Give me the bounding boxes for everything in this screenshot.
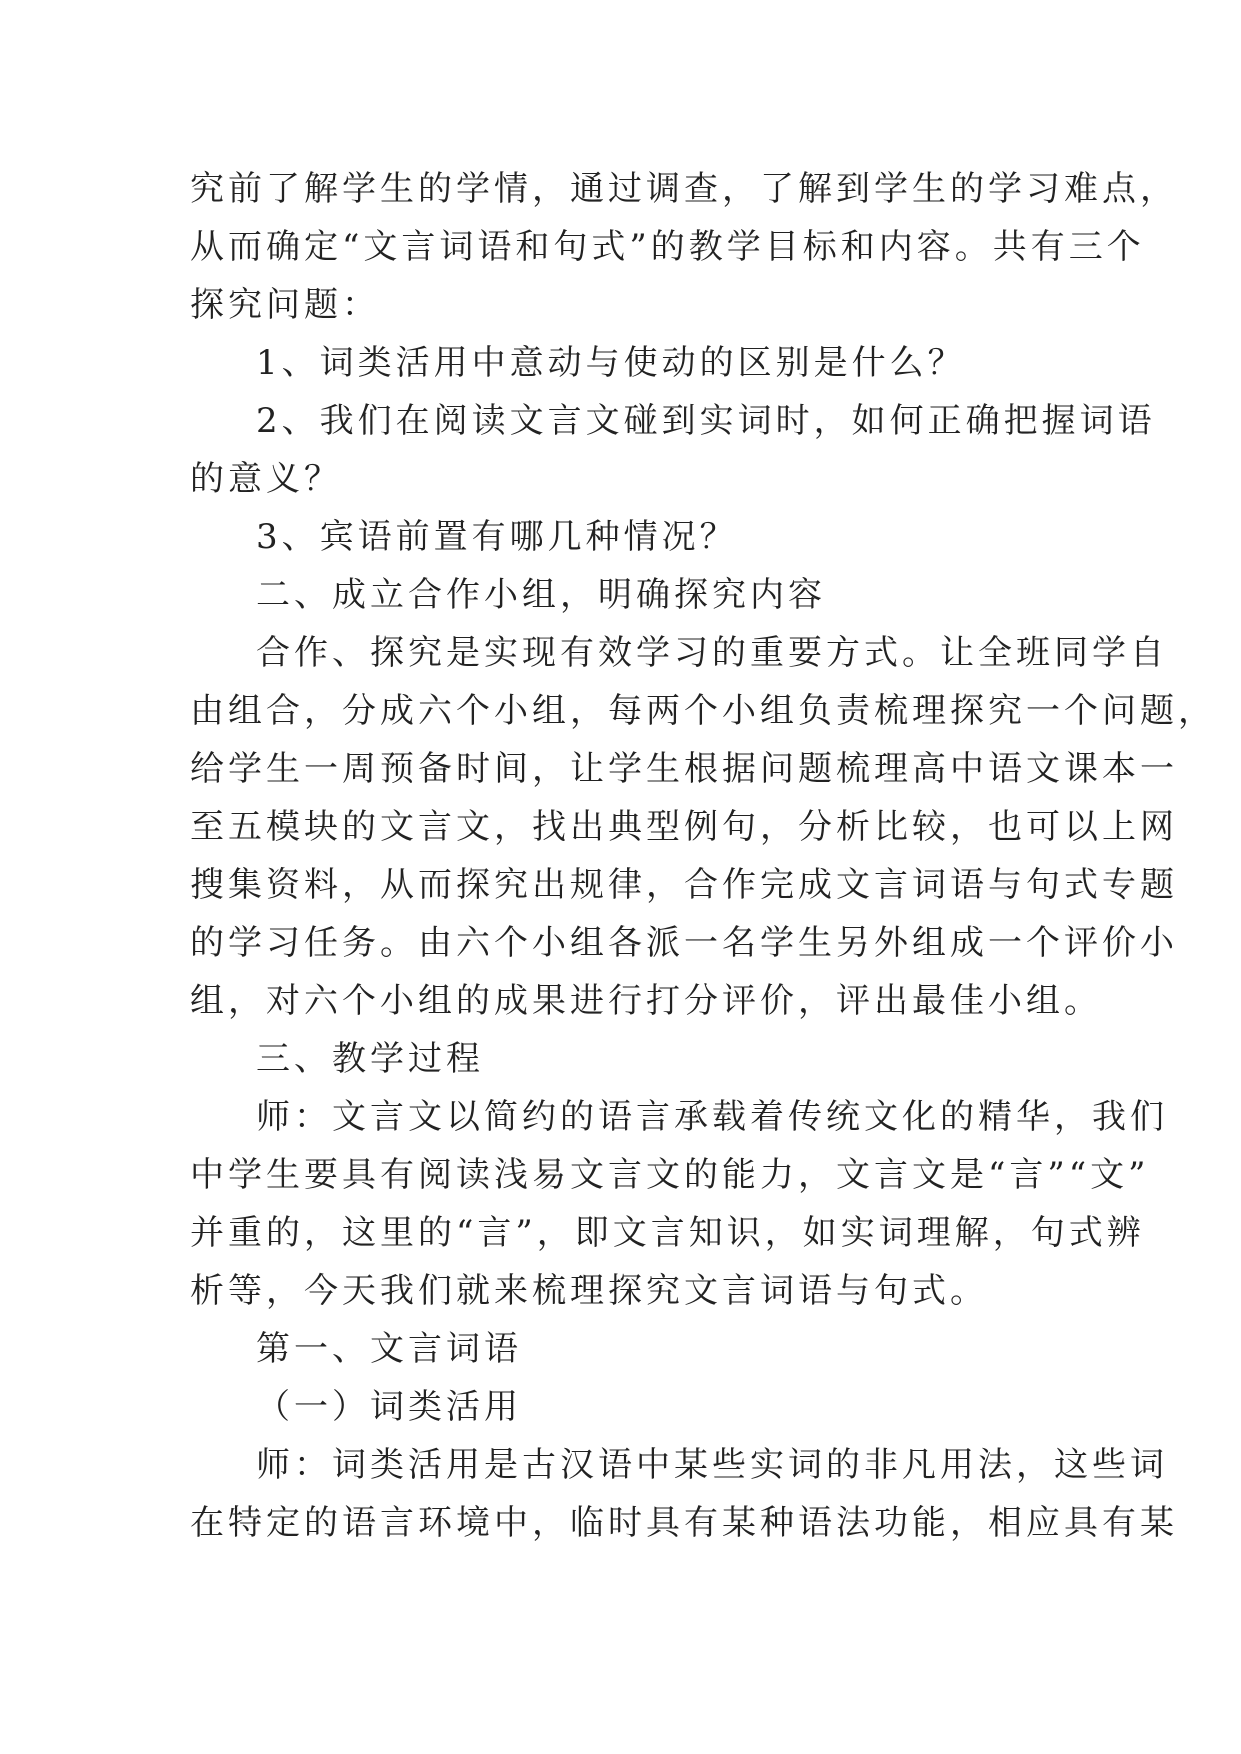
text-line: 师：词类活用是古汉语中某些实词的非凡用法，这些词 <box>256 1445 1168 1485</box>
text-line: 探究问题： <box>190 285 380 325</box>
text-line: 至五模块的文言文，找出典型例句，分析比较，也可以上网 <box>190 807 1178 847</box>
text-line: 究前了解学生的学情，通过调查，了解到学生的学习难点， <box>190 169 1178 209</box>
text-line: 中学生要具有阅读浅易文言文的能力，文言文是“言”“文” <box>190 1155 1150 1195</box>
text-line: 第一、文言词语 <box>256 1329 522 1369</box>
text-line: 二、成立合作小组，明确探究内容 <box>256 575 826 615</box>
text-line: 并重的，这里的“言”，即文言知识，如实词理解，句式辨 <box>190 1213 1145 1253</box>
text-line: 搜集资料，从而探究出规律，合作完成文言词语与句式专题 <box>190 865 1178 905</box>
text-line: 析等，今天我们就来梳理探究文言词语与句式。 <box>190 1271 988 1311</box>
text-line: 组，对六个小组的成果进行打分评价，评出最佳小组。 <box>190 981 1102 1021</box>
text-line: 给学生一周预备时间，让学生根据问题梳理高中语文课本一 <box>190 749 1178 789</box>
text-line: 的意义？ <box>190 459 342 499</box>
document-body <box>190 160 1216 1552</box>
text-line: 合作、探究是实现有效学习的重要方式。让全班同学自 <box>256 633 1168 673</box>
text-line: 三、教学过程 <box>256 1039 484 1079</box>
text-line: 从而确定“文言词语和句式”的教学目标和内容。共有三个 <box>190 227 1145 267</box>
text-line: 2、我们在阅读文言文碰到实词时，如何正确把握词语 <box>256 401 1156 441</box>
text-line: 3、宾语前置有哪几种情况？ <box>256 517 738 557</box>
text-line: 由组合，分成六个小组，每两个小组负责梳理探究一个问题， <box>190 691 1216 731</box>
text-line: 在特定的语言环境中，临时具有某种语法功能，相应具有某 <box>190 1503 1178 1543</box>
text-line: 的学习任务。由六个小组各派一名学生另外组成一个评价小 <box>190 923 1178 963</box>
text-line: 1、词类活用中意动与使动的区别是什么？ <box>256 343 966 383</box>
text-line: 师：文言文以简约的语言承载着传统文化的精华，我们 <box>256 1097 1168 1137</box>
text-line: （一）词类活用 <box>256 1387 522 1427</box>
